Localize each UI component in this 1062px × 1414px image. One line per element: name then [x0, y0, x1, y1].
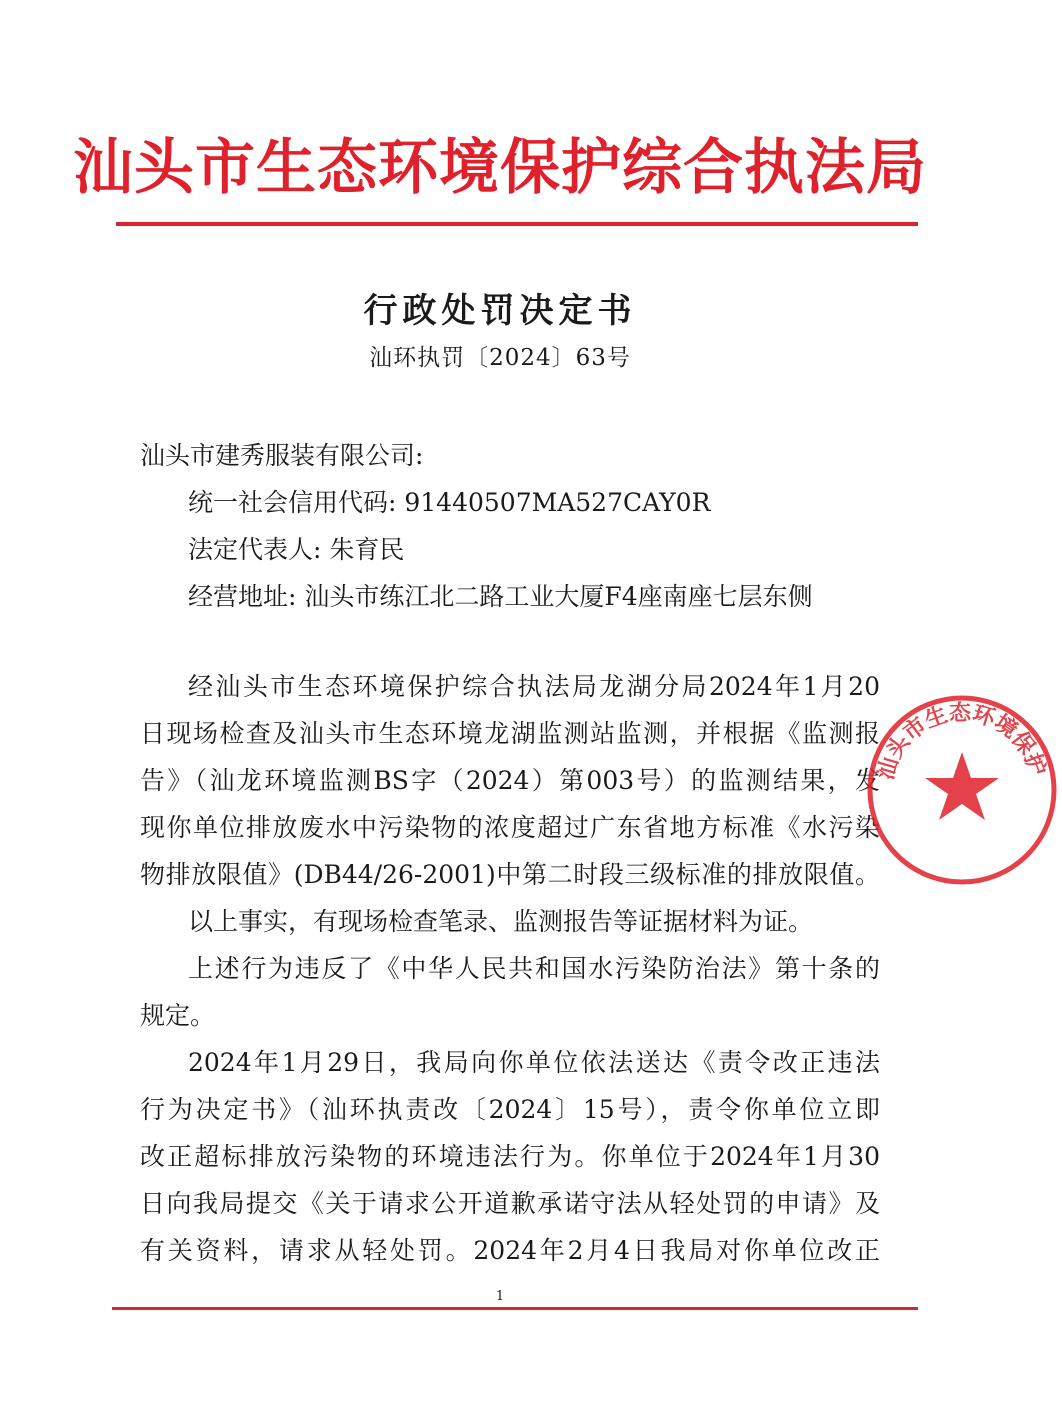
agency-name-header: 汕头市生态环境保护综合执法局 — [73, 133, 927, 203]
body-line: 行为决定书》（汕环执责改〔2024〕15号），责令你单位立即 — [140, 1095, 880, 1124]
body-line: 以上事实，有现场检查笔录、监测报告等证据材料为证。 — [188, 907, 814, 936]
body-line: 经汕头市生态环境保护综合执法局龙湖分局2024年1月20 — [188, 672, 880, 701]
body-line: 有关资料，请求从轻处罚。2024年2月4日我局对你单位改正 — [140, 1236, 880, 1265]
body-line: 上述行为违反了《中华人民共和国水污染防治法》第十条的 — [188, 954, 880, 983]
seal-star-icon — [925, 752, 999, 820]
body-line: 日现场检查及汕头市生态环境龙湖监测站监测，并根据《监测报 — [140, 719, 880, 748]
document-number: 汕环执罚〔2024〕63号 — [369, 345, 631, 371]
page-number: 1 — [495, 1289, 505, 1304]
party-credit-code: 统一社会信用代码: 91440507MA527CAY0R — [188, 488, 711, 517]
party-name: 汕头市建秀服装有限公司: — [140, 441, 424, 470]
body-line: 规定。 — [140, 1001, 216, 1030]
body-line: 告》（汕龙环境监测BS字（2024）第003号）的监测结果，发 — [140, 766, 880, 795]
official-seal-stamp — [862, 690, 1062, 890]
body-line: 改正超标排放污染物的环境违法行为。你单位于2024年1月30 — [140, 1142, 880, 1171]
seal-text: 汕头市生态环境保护 — [873, 700, 1050, 783]
body-line: 物排放限值》(DB44/26-2001)中第二时段三级标准的排放限值。 — [140, 860, 880, 889]
party-representative: 法定代表人: 朱育民 — [188, 535, 405, 564]
body-line: 现你单位排放废水中污染物的浓度超过广东省地方标准《水污染 — [140, 813, 880, 842]
svg-text:汕头市生态环境保护 — [873, 701, 1050, 783]
header-red-rule — [116, 222, 918, 226]
body-line: 2024年1月29日，我局向你单位依法送达《责令改正违法 — [188, 1048, 880, 1077]
body-line: 日向我局提交《关于请求公开道歉承诺守法从轻处罚的申请》及 — [140, 1189, 880, 1218]
document-title: 行政处罚决定书 — [363, 291, 637, 331]
party-address: 经营地址: 汕头市练江北二路工业大厦F4座南座七层东侧 — [188, 582, 813, 611]
footer-red-rule — [112, 1307, 918, 1310]
